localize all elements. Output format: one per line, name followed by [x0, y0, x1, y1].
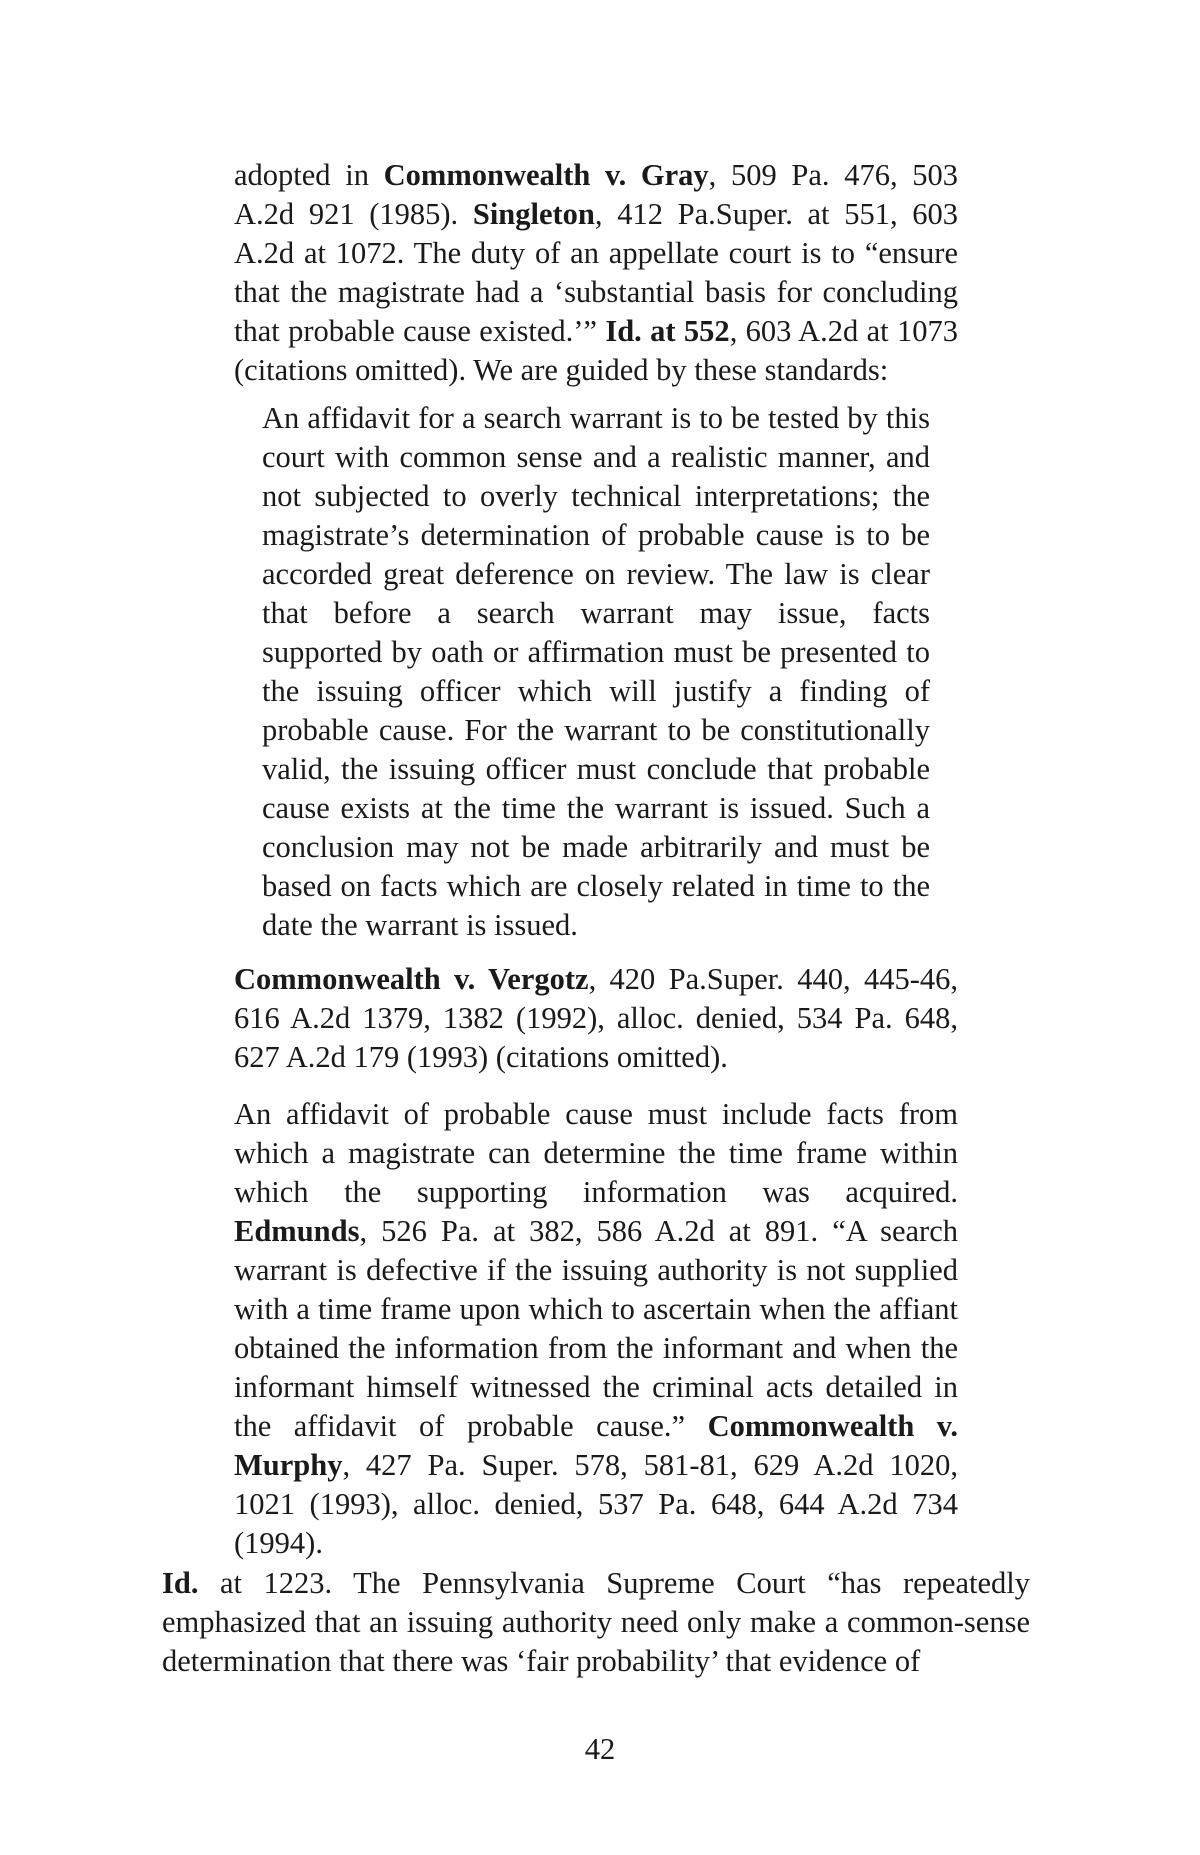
- intro-paragraph: [234, 156, 958, 390]
- intro-text-3: , 412 Pa.Super. at 551, 603 A.2d at 1072. The duty of an appellate court is to “ensure that the magistrate had a ‘substantial basis for concluding that probable cause existed.’”: [234, 197, 958, 348]
- outro-text: at 1223. The Pennsylvania Supreme Court “has repeatedly emphasized that an issuing authority need only make a common-sense determination that there was ‘fair probability’ that evidence of: [162, 1566, 1030, 1678]
- outro-paragraph: [162, 1564, 1030, 1681]
- case-name-vergotz: Commonwealth v. Vergotz: [234, 962, 589, 996]
- block-quote-continued: [234, 1095, 958, 1563]
- id-citation: Id. at 552: [605, 314, 730, 348]
- case-name-edmunds: Edmunds: [234, 1214, 360, 1248]
- intro-text-2: , 509 Pa. 476, 503 A.2d 921 (1985).: [234, 158, 959, 231]
- intro-text-4: , 603 A.2d at 1073 (citations omitted). We are guided by these standards:: [234, 314, 958, 387]
- nested-block-quote: [262, 399, 930, 945]
- vergotz-citation: [234, 960, 958, 1077]
- id-citation-outro: Id.: [162, 1566, 199, 1600]
- intro-text-1: adopted in: [234, 158, 384, 192]
- case-name-murphy: Commonwealth v. Murphy: [234, 1409, 958, 1482]
- quote-text-3: , 427 Pa. Super. 578, 581-81, 629 A.2d 1020, 1021 (1993), alloc. denied, 537 Pa. 648, 644 A.2d 734 (1994).: [234, 1448, 958, 1560]
- quote-text-2: , 526 Pa. at 382, 586 A.2d at 891. “A search warrant is defective if the issuing authority is not supplied with a time frame upon which to ascertain when the affiant obtained the information from the informant and when the informant himself witnessed the criminal acts detailed in the affidavit of probable cause.”: [234, 1214, 958, 1443]
- case-name-singleton: Singleton: [472, 197, 595, 231]
- vergotz-citation-text: , 420 Pa.Super. 440, 445-46, 616 A.2d 1379, 1382 (1992), alloc. denied, 534 Pa. 648, 627 A.2d 179 (1993) (citations omitted).: [234, 962, 958, 1074]
- nested-quote-text: An affidavit for a search warrant is to be tested by this court with common sense and a realistic manner, and not subjected to overly technical interpretations; the magistrate’s determination of probable cause is to be accorded great deference on review. The law is clear that before a search warrant may issue, facts supported by oath or affirmation must be presented to the issuing officer which will justify a finding of probable cause. For the warrant to be constitutionally valid, the issuing officer must conclude that probable cause exists at the time the warrant is issued. Such a conclusion may not be made arbitrarily and must be based on facts which are closely related in time to the date the warrant is issued.: [262, 401, 930, 942]
- case-name-gray: Commonwealth v. Gray: [383, 158, 709, 192]
- page-number: 42: [584, 1732, 616, 1766]
- quote-text-1: An affidavit of probable cause must include facts from which a magistrate can determine the time frame within which the supporting information was acquired.: [234, 1097, 958, 1209]
